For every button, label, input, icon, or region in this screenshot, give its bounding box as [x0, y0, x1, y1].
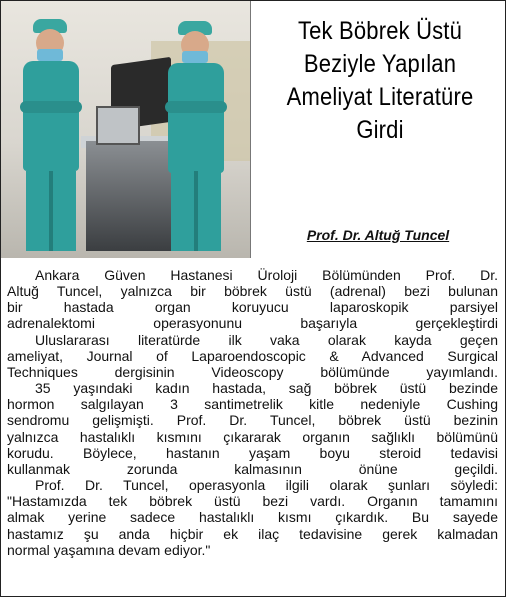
- article-line: adrenalektomi operasyonunu başarıyla gerçekleştirdi: [7, 315, 498, 332]
- article-line: Uluslararası literatürde ilk vaka olarak kayda geçen: [35, 331, 498, 348]
- article-line: "Hastamızda tek böbrek üstü bezi vardı. Organın tamamını: [7, 493, 498, 510]
- article-line: Altuğ Tuncel, yalnızca bir böbrek üstü (adrenal) bezi bulunan: [7, 283, 498, 300]
- headline-line: Tek Böbrek Üstü: [297, 17, 463, 45]
- article-line: bir hastada organ koruyucu laparoskopik parsiyel: [7, 299, 498, 316]
- article-line: Ankara Güven Hastanesi Üroloji Bölümünden Prof. Dr.: [35, 267, 498, 283]
- article-line: hastamız şu anda hiçbir ek ilaç tedavisine gerek kalmadan: [7, 525, 498, 542]
- headline-line: Ameliyat Literatüre: [286, 83, 474, 111]
- article-line: yalnızca hastalıklı kısmını çıkararak organın sağlıklı bölümünü: [7, 428, 498, 445]
- article-line: kullanmak zorunda kalmasının önüne geçildi.: [7, 460, 498, 477]
- article-line: 35 yaşındaki kadın hastada, sağ böbrek üstü bezinde: [35, 380, 498, 397]
- article-line: normal yaşamına devam ediyor.": [7, 541, 211, 558]
- author-byline: Prof. Dr. Altuğ Tuncel: [306, 227, 450, 243]
- article-line: ameliyat, Journal of Laparoendoscopic & Advanced Surgical: [7, 347, 498, 364]
- headline-line: Beziyle Yapılan: [303, 50, 457, 78]
- headline: [277, 15, 483, 147]
- article-line: sendromu gelişmişti. Prof. Dr. Tuncel, böbrek üstü bezinin: [7, 412, 498, 429]
- headline-line: Girdi: [356, 116, 404, 144]
- equipment-cart: [86, 141, 171, 251]
- article-line: almak yerine sadece hastalıklı kısmı çıkardık. Bu sayede: [7, 509, 498, 526]
- surgeons-photo: [1, 1, 251, 258]
- monitor: [96, 106, 140, 145]
- article-line: Techniques dergisinin Videoscopy bölümünde yayımlandı.: [7, 363, 498, 380]
- article-line: Prof. Dr. Tuncel, operasyonla ilgili olarak şunları söyledi:: [35, 477, 498, 494]
- article-line: korudu. Böylece, hastanın yaşam boyu steroid tedavisi: [7, 444, 498, 461]
- article-line: hormon salgılayan 3 santimetrelik kitle nedeniyle Cushing: [7, 396, 498, 413]
- article-body: [7, 267, 498, 558]
